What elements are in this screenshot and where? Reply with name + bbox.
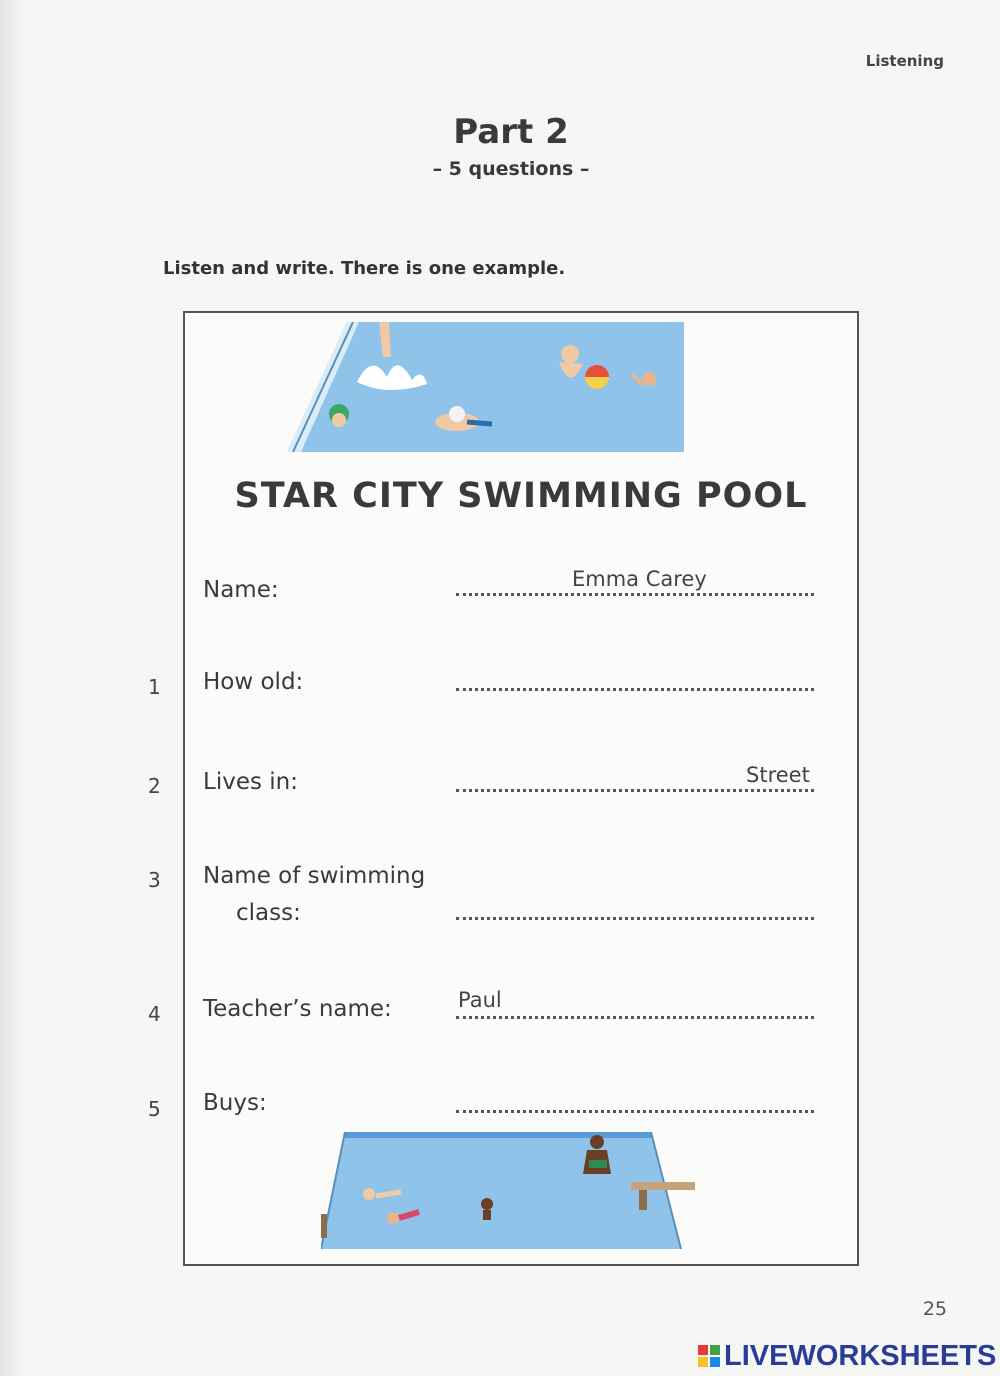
question-number: 2 [148,774,161,798]
form-row-teacher-name [0,988,1000,1048]
field-label-continued: class: [236,900,301,926]
form-row-swimming-class [0,857,1000,937]
form-row-how-old [0,661,1000,721]
swimmers-illustration-bottom [321,1132,697,1249]
answer-suffix: Street [746,763,810,787]
question-number: 5 [148,1097,161,1121]
liveworksheets-logo [698,1341,996,1371]
part-title: Part 2 [453,112,569,152]
part-subtitle: – 5 questions – [432,158,590,180]
page-number: 25 [922,1298,947,1320]
form-title: STAR CITY SWIMMING POOL [234,476,808,516]
field-label: Buys: [203,1090,267,1116]
field-label: Teacher’s name: [203,996,392,1022]
form-row-lives-in [0,763,1000,823]
answer-prefix: Paul [458,988,502,1012]
field-label: Name of swimming [203,863,426,889]
swimmers-illustration-top [287,322,684,452]
answer-line[interactable] [456,1016,814,1019]
field-label: Name: [203,577,279,603]
brand-name: LIVEWORKSHEETS [724,1339,997,1372]
answer-line[interactable] [456,688,814,691]
answer-line[interactable] [456,1110,814,1113]
field-label: How old: [203,669,304,695]
field-label: Lives in: [203,769,298,795]
answer-line[interactable] [456,593,814,596]
answer-line[interactable] [456,789,814,792]
section-label: Listening [865,52,944,70]
instruction-text: Listen and write. There is one example. [163,258,566,279]
question-number: 1 [148,675,161,699]
answer-line[interactable] [456,917,814,920]
logo-blocks-icon [698,1345,720,1367]
example-answer: Emma Carey [572,567,707,591]
question-number: 3 [148,868,161,892]
form-row-name [0,565,1000,625]
question-number: 4 [148,1002,161,1026]
